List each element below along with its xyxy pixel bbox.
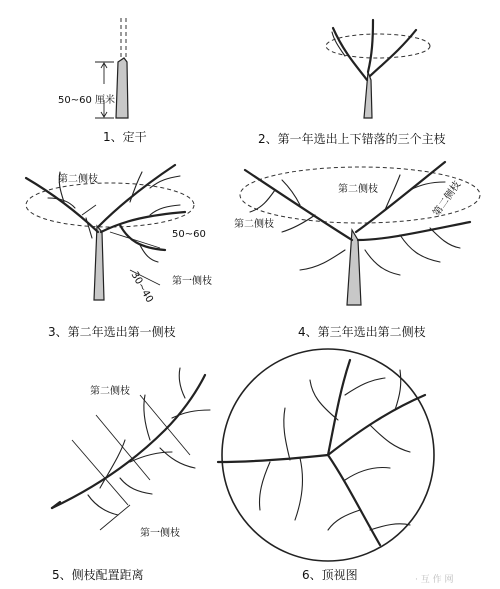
caption-panel-2: 2、第一年选出上下错落的三个主枝 xyxy=(258,132,446,146)
label-second-side-branch-p4-right: 第二侧枝 xyxy=(431,179,464,219)
panel-3-first-side-branch xyxy=(26,165,194,300)
caption-panel-4: 4、第三年选出第二侧枝 xyxy=(298,325,426,339)
label-distance-30-40: 30~40 xyxy=(128,270,155,305)
label-second-side-branch-p4-top: 第二侧枝 xyxy=(338,184,378,195)
label-first-side-branch-p5: 第一侧枝 xyxy=(140,528,180,539)
panel-2-main-branches xyxy=(326,20,430,118)
caption-panel-1: 1、定干 xyxy=(103,130,147,144)
label-second-side-branch-p5: 第二侧枝 xyxy=(90,386,130,397)
label-first-side-branch-p3: 第一侧枝 xyxy=(172,276,212,287)
height-label: 50~60 厘米 xyxy=(58,95,116,106)
label-distance-50-60: 50~60 xyxy=(172,229,206,240)
label-second-side-branch-p4-left: 第二侧枝 xyxy=(234,219,274,230)
watermark: · 互 作 网 xyxy=(415,575,454,585)
panel-6-top-view xyxy=(218,349,434,561)
panel-5-branch-spacing xyxy=(52,368,210,530)
label-second-side-branch-p3: 第二侧枝 xyxy=(58,174,98,185)
caption-panel-3: 3、第二年选出第一侧枝 xyxy=(48,325,176,339)
caption-panel-5: 5、侧枝配置距离 xyxy=(52,568,144,582)
caption-panel-6: 6、顶视图 xyxy=(302,568,358,582)
